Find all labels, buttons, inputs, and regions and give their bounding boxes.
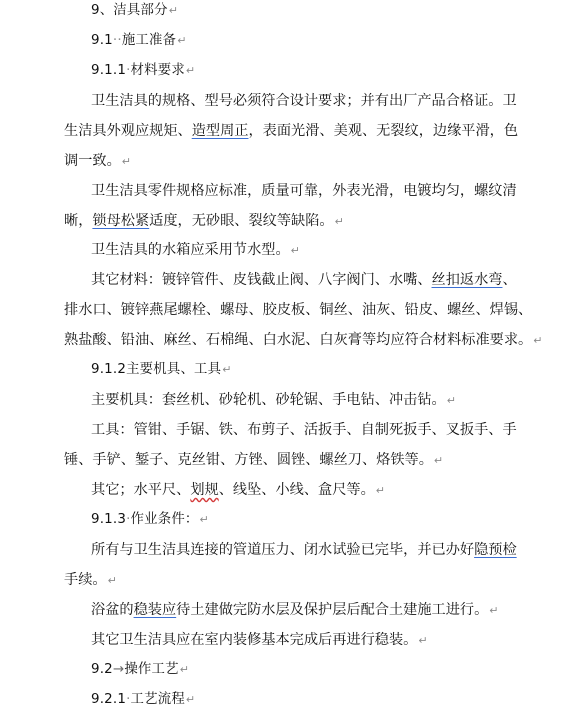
body-text-line [91, 631, 428, 649]
text-segment: 工具：管钳、手锯、铁、布剪子、活扳手、自制死扳手、叉扳手、手 [91, 422, 517, 438]
text-ul-blue: 丝扣返水弯 [431, 272, 503, 288]
text-segment: 卫生洁具的水箱应采用节水型。 [91, 242, 290, 258]
paragraph-mark-icon: ↵ [533, 334, 543, 347]
text-segment: 9.1.1 [91, 63, 127, 78]
section-heading [91, 62, 195, 80]
text-arrow: → [112, 662, 125, 677]
paragraph-mark-icon: ↵ [222, 363, 232, 376]
text-segment: 浴盆的 [91, 602, 134, 618]
text-segment: 、 [502, 272, 517, 288]
text-segment: 主要机具、工具 [126, 362, 222, 377]
section-heading [91, 361, 232, 379]
text-segment: 9.1.2 [91, 362, 127, 377]
text-segment: 、线坠、小线、盒尺等。 [218, 482, 375, 498]
text-segment: 9.2.1 [91, 692, 127, 707]
body-text-line [64, 212, 344, 230]
paragraph-mark-icon: ↵ [375, 484, 386, 497]
paragraph-mark-icon: ↵ [334, 215, 344, 228]
text-dots: ·· [112, 33, 122, 48]
paragraph-mark-icon: ↵ [177, 34, 187, 47]
paragraph-mark-icon: ↵ [290, 244, 300, 257]
text-segment: 9.2 [91, 662, 113, 677]
body-text-line [64, 331, 542, 349]
text-segment: ，表面光滑、美观、无裂纹，边缘平滑，色 [248, 123, 519, 139]
text-ul-blue: 锁母松紧 [92, 213, 150, 229]
text-dots: · [126, 512, 131, 527]
text-segment: 材料要求 [130, 63, 185, 78]
text-segment: 卫生洁具的规格、型号必须符合设计要求；并有出厂产品合格证。卫 [91, 93, 517, 109]
text-segment: 所有与卫生洁具连接的管道压力、闭水试验已完毕，并已办好 [91, 542, 475, 558]
text-segment: 作业条件： [130, 512, 199, 527]
text-segment: 熟盐酸、铅油、麻丝、石棉绳、白水泥、白灰膏等均应符合材料标准要求。 [64, 332, 533, 348]
text-segment: 待土建做完防水层及保护层后配合土建施工进行。 [176, 602, 489, 618]
text-segment: 操作工艺 [124, 662, 179, 677]
text-segment: 调一致。 [64, 153, 121, 169]
body-text-line [91, 92, 517, 110]
text-dots: · [126, 63, 131, 78]
section-heading [91, 2, 178, 20]
section-heading [91, 511, 209, 529]
body-text-line [91, 541, 517, 559]
text-segment: 晰， [64, 213, 93, 229]
text-segment: 主要机具：套丝机、砂轮机、砂轮锯、手电钻、冲击钻。 [91, 392, 446, 408]
paragraph-mark-icon: ↵ [168, 4, 179, 17]
body-text-line [64, 451, 443, 469]
text-segment: 生洁具外观应规矩、 [64, 123, 192, 139]
text-segment: 排水口、镀锌燕尾螺栓、螺母、胶皮板、铜丝、油灰、铅皮、螺丝、焊锡、 [64, 302, 533, 318]
text-segment: 卫生洁具零件规格应标准，质量可靠，外表光滑，电镀均匀，螺纹清 [91, 183, 517, 199]
body-text-line [91, 391, 456, 409]
text-segment: 施工准备 [121, 33, 177, 48]
body-text-line [64, 571, 117, 589]
paragraph-mark-icon: ↵ [185, 693, 196, 706]
text-segment: 9.1 [91, 33, 113, 48]
text-segment: 其它；水平尺、 [91, 482, 191, 498]
body-text-line [91, 271, 517, 289]
body-text-line [91, 182, 517, 200]
text-ul-blue: 稳装应 [133, 602, 177, 618]
text-ul-red: 划规 [190, 482, 219, 498]
body-text-line [64, 122, 518, 140]
text-ul-blue: 隐预检 [474, 542, 517, 558]
body-text-line [91, 481, 385, 499]
text-segment: 工艺流程 [130, 692, 185, 707]
text-segment: 其它卫生洁具应在室内装修基本完成后再进行稳装。 [91, 632, 418, 648]
section-heading [91, 661, 189, 679]
paragraph-mark-icon: ↵ [418, 634, 428, 647]
text-segment: 手续。 [64, 572, 107, 588]
section-heading [91, 691, 195, 709]
body-text-line [91, 601, 499, 619]
text-ul-blue: 造型周正 [191, 123, 249, 139]
text-segment: 锤、手铲、錾子、克丝钳、方锉、圆锉、螺丝刀、烙铁等。 [64, 452, 433, 468]
paragraph-mark-icon: ↵ [433, 454, 444, 467]
text-segment: 其它材料：镀锌管件、皮钱截止阀、八字阀门、水嘴、 [91, 272, 432, 288]
section-heading [91, 32, 187, 50]
text-segment: 9.1.3 [91, 512, 127, 527]
paragraph-mark-icon: ↵ [446, 394, 456, 407]
body-text-line [64, 152, 131, 170]
paragraph-mark-icon: ↵ [199, 513, 209, 526]
text-dots: · [126, 692, 131, 707]
body-text-line [91, 241, 300, 259]
text-segment: 9、洁具部分 [91, 3, 168, 18]
text-segment: 适度，无砂眼、裂纹等缺陷。 [149, 213, 334, 229]
body-text-line [91, 421, 517, 439]
body-text-line [64, 301, 532, 319]
paragraph-mark-icon: ↵ [185, 64, 196, 77]
paragraph-mark-icon: ↵ [121, 155, 131, 168]
paragraph-mark-icon: ↵ [179, 663, 190, 676]
paragraph-mark-icon: ↵ [489, 604, 499, 617]
paragraph-mark-icon: ↵ [107, 574, 117, 587]
